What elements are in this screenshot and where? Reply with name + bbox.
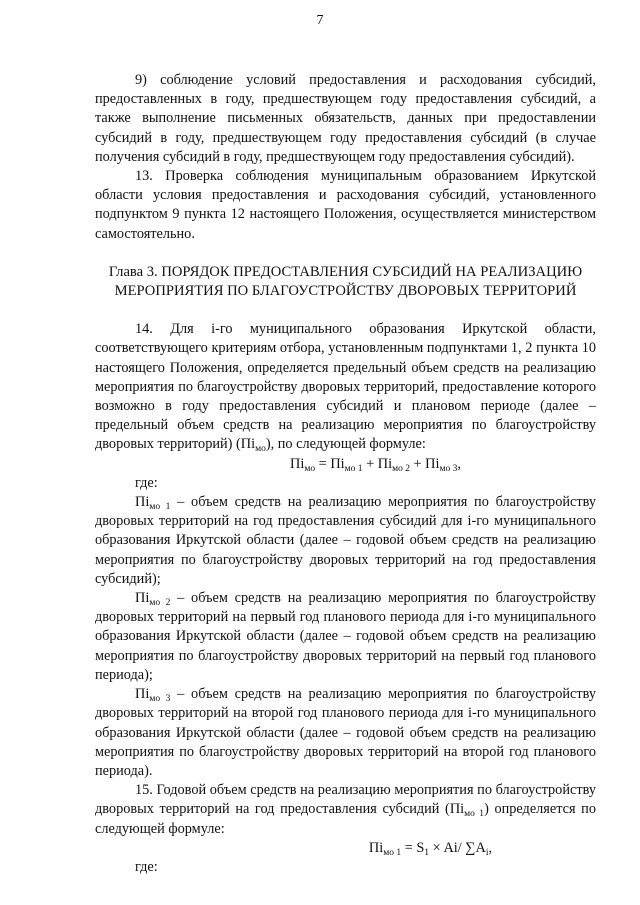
- paragraph-14-symbol: Пi: [240, 436, 256, 453]
- chapter-heading: Глава 3. ПОРЯДОК ПРЕДОСТАВЛЕНИЯ СУБСИДИЙ НА РЕАЛИЗАЦИЮ МЕРОПРИЯТИЯ ПО БЛАГОУСТРОЙСТВУ ДВОРОВЫХ ТЕРРИТОРИЙ: [108, 263, 583, 300]
- formula-total-eq: =: [315, 455, 331, 472]
- paragraph-15-sub: мо 1: [464, 809, 485, 820]
- formula-total-term-3: Пi: [425, 455, 440, 472]
- paragraph-15-symbol: Пi: [449, 801, 465, 818]
- paragraph-15-end: ) определяется по следующей формуле:: [95, 801, 596, 837]
- paragraph-15-text: 15. Годовой объем средств на реализацию мероприятия по благоустройству дворовых территорий на год предоставления субсидий (: [95, 782, 596, 818]
- definition-1-text: – объем средств на реализацию мероприятия по благоустройству дворовых территорий на год предоставления субсидий для i-го муниципального образования Иркутской области (далее – годовой объем средств на реализацию мероприятия по благоустройству дворовых территорий на год предоставления субсидий);: [95, 494, 596, 587]
- formula-annual: [95, 839, 596, 858]
- definition-3-text: – объем средств на реализацию мероприятия по благоустройству дворовых территорий на второй год планового периода для i-го муниципального образования Иркутской области (далее – годовой объем средств на реализацию мероприятия по благоустройству дворовых территорий на второй год планового периода).: [95, 686, 596, 779]
- definition-3: [95, 685, 596, 781]
- formula-total-plus-1: +: [362, 455, 378, 472]
- formula-total-term-2-sub: мо 2: [392, 463, 410, 474]
- formula-total-term-1-sub: мо 1: [344, 463, 363, 474]
- paragraph-13: 13. Проверка соблюдения муниципальным образованием Иркутской области условия предоставления и расходования субсидий, установленного подпунктом 9 пункта 12 настоящего Положения, осуществляется министерством самостоятельно.: [95, 168, 596, 242]
- formula-annual-tail: ,: [488, 839, 493, 856]
- page-number: 7: [316, 13, 324, 28]
- formula-annual-s-sub: 1: [424, 847, 430, 858]
- definition-3-symbol: Пi: [135, 686, 150, 703]
- paragraph-14-text: 14. Для i-го муниципального образования Иркутской области, соответствующего критериям отбора, установленным подпунктами 1, 2 пункта 10 настоящего Положения, определяется предельный объем средств на реализацию мероприятия по благоустройству дворовых территорий, предоставление которого возможно в году предоставления субсидий и плановом периоде (далее – предельный объем средств на реализацию мероприятия по благоустройству дворовых территорий) (: [95, 321, 596, 453]
- paragraph-14-end: ), по следующей формуле:: [265, 436, 426, 453]
- where-label-1: где:: [135, 474, 158, 491]
- formula-annual-lhs-sub: мо 1: [383, 847, 402, 858]
- definition-2-symbol: Пi: [135, 590, 150, 607]
- formula-total-term-3-sub: мо 3: [439, 463, 458, 474]
- formula-annual-s: S: [416, 839, 425, 856]
- formula-annual-times: × Ai/ ∑A: [429, 839, 486, 856]
- paragraph-9: 9) соблюдение условий предоставления и расходования субсидий, предоставленных в году, предшествующем году предоставления субсидий, а также выполнение письменных обязательств, данных при предоставлении субсидий в году, предшествующем году предоставления субсидий (в случае получения субсидий в году, предшествующем году предоставления субсидий).: [95, 72, 596, 165]
- document-body: [95, 71, 596, 877]
- definition-2: [95, 589, 596, 685]
- formula-total-term-1: Пi: [330, 455, 345, 472]
- paragraph-15: [95, 781, 596, 839]
- paragraph-14: [95, 320, 596, 454]
- formula-annual-a-sub: i: [485, 847, 489, 858]
- definition-3-sub: мо 3: [149, 694, 171, 705]
- formula-total-lhs: Пi: [290, 455, 305, 472]
- formula-annual-lhs: Пi: [368, 839, 384, 856]
- paragraph-14-symbol-sub: мо: [255, 444, 266, 455]
- definition-2-text: – объем средств на реализацию мероприятия по благоустройству дворовых территорий на первый год планового периода для i-го муниципального образования Иркутской области (далее – годовой объем средств на реализацию мероприятия по благоустройству дворовых территорий на первый год планового периода);: [95, 590, 596, 683]
- where-label-2: где:: [135, 858, 158, 875]
- formula-annual-eq: =: [401, 839, 417, 856]
- definition-1: [95, 493, 596, 589]
- definition-2-sub: мо 2: [149, 598, 171, 609]
- definition-1-sub: мо 1: [149, 502, 171, 513]
- formula-total-plus-2: +: [409, 455, 426, 472]
- formula-total-tail: ,: [457, 455, 461, 472]
- definition-1-symbol: Пi: [135, 494, 150, 511]
- formula-total: [95, 455, 596, 474]
- formula-total-lhs-sub: мо: [304, 463, 316, 474]
- formula-total-term-2: Пi: [377, 455, 393, 472]
